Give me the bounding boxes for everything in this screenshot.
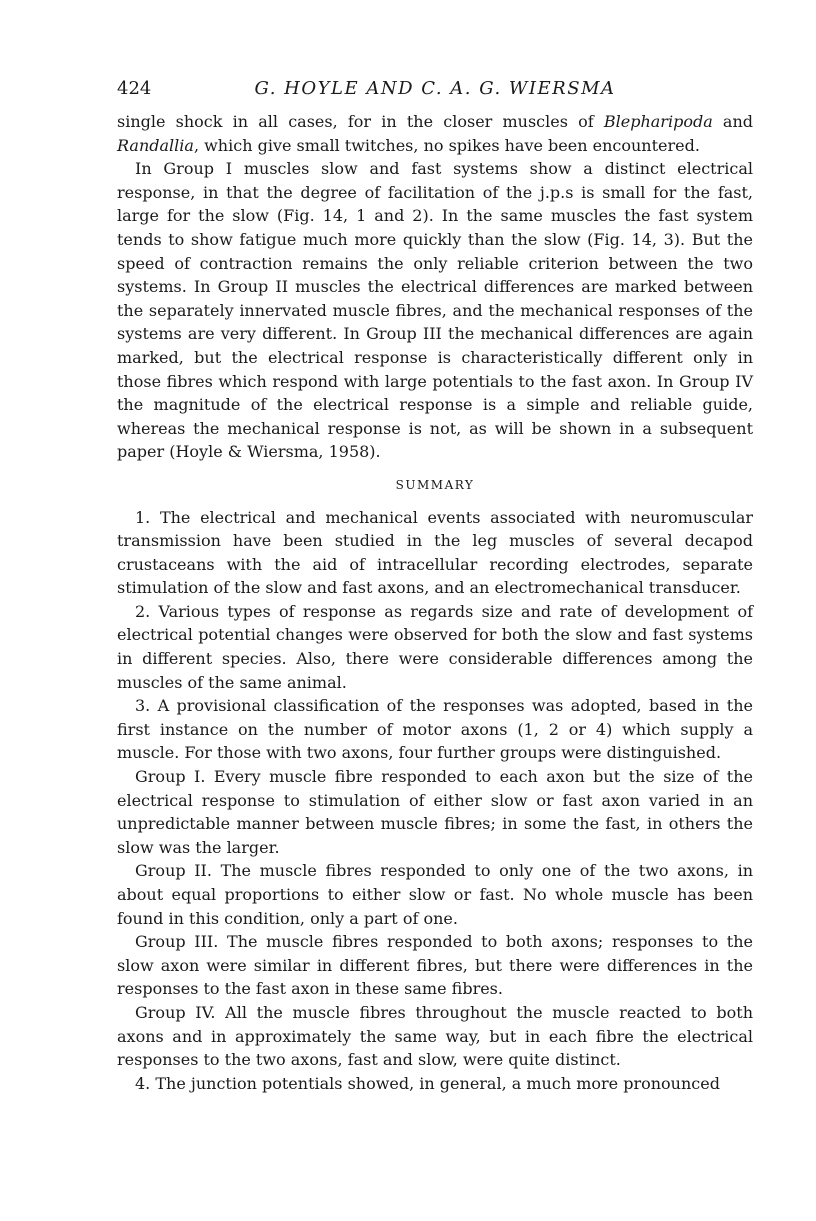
running-head: G. HOYLE AND C. A. G. WIERSMA xyxy=(254,78,616,99)
summary-item-1: 1. The electrical and mechanical events associated with neuromuscular transmission have been studied in the leg muscles of several decapod crustaceans with the aid of intracellular recording electrodes, separate stimulation of the slow and fast axons, and an electromechanical transducer. xyxy=(117,507,753,598)
summary-group-3: Group III. The muscle fibres responded to both axons; responses to the slow axon were similar in different fibres, but there were differences in the responses to the fast axon in these same fibres. xyxy=(117,932,753,999)
summary-group-2: Group II. The muscle fibres responded to only one of the two axons, in about equal proportions to either slow or fast. No whole muscle has been found in this condition, only a part of one. xyxy=(117,861,753,928)
body-text xyxy=(117,110,753,1095)
paragraph-continuation: single shock in all cases, for in the closer muscles of Blepharipoda and Randallia, which give small twitches, no spikes have been encountered. xyxy=(117,112,754,155)
page-number: 424 xyxy=(117,78,152,99)
summary-item-3: 3. A provisional classification of the responses was adopted, based in the first instance on the number of motor axons (1, 2 or 4) which supply a muscle. For those with two axons, four further groups were distinguished. xyxy=(117,696,753,763)
summary-item-4: 4. The junction potentials showed, in general, a much more pronounced xyxy=(135,1073,720,1093)
paragraph-groups: In Group I muscles slow and fast systems show a distinct electrical response, in that the degree of facilitation of the j.p.s is small for the fast, large for the slow (Fig. 14, 1 and 2). In the same muscles the fast system tends to show fatigue much more quickly than the slow (Fig. 14, 3). But the speed of contraction remains the only reliable criterion between the two systems. In Group II muscles the electrical differences are marked between the separately innervated muscle fibres, and the mechanical responses of the systems are very different. In Group III the mechanical differences are again marked, but the electrical response is characteristically different only in those fibres which respond with large potentials to the fast axon. In Group IV the magnitude of the electrical response is a simple and reliable guide, whereas the mechanical response is not, as will be shown in a subsequent paper (Hoyle & Wiersma, 1958). xyxy=(117,159,753,462)
genus-name: Randallia xyxy=(117,135,194,155)
summary-group-1: Group I. Every muscle fibre responded to each axon but the size of the electrical response to stimulation of either slow or fast axon varied in an unpredictable manner between muscle fibres; in some the fast, in others the slow was the larger. xyxy=(117,767,753,857)
summary-group-4: Group IV. All the muscle fibres throughout the muscle reacted to both axons and in approximately the same way, but in each fibre the electrical responses to the two axons, fast and slow, were quite distinct. xyxy=(117,1002,753,1070)
summary-item-2: 2. Various types of response as regards size and rate of development of electrical potential changes were observed for both the slow and fast systems in different species. Also, there were considerable differences among the muscles of the same animal. xyxy=(117,601,753,692)
page-header xyxy=(117,78,753,106)
genus-name: Blepharipoda xyxy=(603,112,713,131)
summary-heading: SUMMARY xyxy=(395,477,475,492)
